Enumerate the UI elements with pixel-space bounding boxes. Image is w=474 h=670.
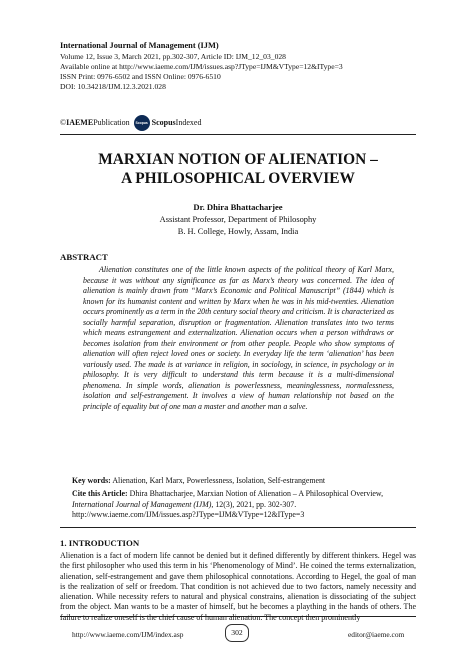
abstract-body — [83, 265, 394, 412]
citation-text-b: , 12(3), 2021, pp. 302-307. — [211, 499, 297, 509]
citation-text-a: Dhira Bhattacharjee, Marxian Notion of Alienation – A Philosophical Overview, — [127, 489, 384, 498]
keywords-label: Key words: — [72, 476, 111, 485]
abstract-heading: ABSTRACT — [60, 252, 108, 262]
citation-journal: International Journal of Management (IJM) — [72, 499, 212, 509]
section-heading: 1. INTRODUCTION — [60, 538, 140, 548]
citation — [72, 489, 402, 521]
indexed-suffix: Indexed — [175, 118, 202, 127]
footer-divider — [60, 616, 416, 617]
publisher-suffix: Publication — [93, 118, 130, 127]
volume-line: Volume 12, Issue 3, March 2021, pp.302-307, Article ID: IJM_12_03_028 — [60, 51, 286, 61]
footer-url[interactable]: http://www.iaeme.com/IJM/index.asp — [72, 630, 184, 639]
author-name: Dr. Dhira Bhattacharjee — [193, 202, 283, 212]
journal-title: International Journal of Management (IJM) — [60, 41, 219, 50]
doi-line[interactable]: DOI: 10.34218/IJM.12.3.2021.028 — [60, 82, 166, 92]
issn-line: ISSN Print: 0976-6502 and ISSN Online: 0976-6510 — [60, 71, 221, 81]
scopus-logo-icon: Scopus — [134, 115, 150, 131]
publisher-name: IAEME — [66, 118, 94, 127]
author-affiliation — [60, 214, 416, 238]
citation-label: Cite this Article: — [72, 489, 128, 498]
indexed-name: Scopus — [151, 118, 176, 127]
keywords-text: Alienation, Karl Marx, Powerlessness, Isolation, Self-estrangement — [110, 476, 326, 485]
keywords — [72, 476, 402, 487]
abstract-paragraph: Alienation constitutes one of the little known aspects of the political theory of Karl Marx, because it was without any significance as far as Marx’s theory was concerned. The idea of alienation is mainly drawn from “Marx’s Economic and Political Manuscript” (1844) which is known for its humanist content and written by Marx when he was in his mid-twenties. Alienation occurs prominently as a term in the 20th century social theory and criticism. It is characterized as socially harmful separation, disruption or fragmentation. Alienation translates into two terms which means estrangement and externalization. Alienation occurs when a person withdraws or becomes isolation from their environment or from other people. People who show symptoms of alienation will often reject loved ones or society. In everyday life the term ‘alienation’ has been variously used. The made is at variance in religion, in sociology, in science, in psychology or in philosophy. It is very difficult to understand this term because it is a multi-dimensional phenomena. In simple words, alienation is powerlessness, meaninglessness, normalessness, isolation and self-estrangement. It involves a view of human relationship not based on the principle of equality but of one man a master and another man a salve. — [83, 265, 394, 411]
journal-header — [60, 41, 440, 92]
footer-email[interactable]: editor@iaeme.com — [348, 630, 405, 639]
title-line-1: MARXIAN NOTION OF ALIENATION – — [98, 151, 378, 168]
article-title — [60, 150, 416, 188]
title-line-2: A PHILOSOPHICAL OVERVIEW — [121, 170, 355, 187]
section-body: Alienation is a fact of modern life cannot be denied but it defined differently by different thinkers. Hegel was the first philosopher who used this term in his ‘Phenomenology of Mind’. He coined the terms externalization, alienation, self-estrangement and gave them philosophical connotations. According to Hegel, the goal of man is the realization of self or freedom. That condition is not achieved due to two factors, namely necessity and alienation. While necessity refers to natural and physical constrains, alienation is dissociating of the subject from the object. Man wants to be a master of himself, but he becomes a plaything in the hands of others. The failure to realize oneself is the chief cause of human alienation. The concept then prominently — [60, 551, 416, 622]
abstract-divider — [60, 527, 416, 528]
affiliation-line-2: B. H. College, Howly, Assam, India — [177, 227, 299, 236]
copyright-symbol: © — [60, 118, 67, 127]
available-online-line[interactable]: Available online at http://www.iaeme.com/IJM/issues.asp?JType=IJM&VType=12&IType=3 — [60, 61, 343, 71]
citation-url[interactable]: http://www.iaeme.com/IJM/issues.asp?JType=IJM&VType=12&IType=3 — [72, 510, 305, 519]
page-number: 302 — [225, 624, 249, 642]
affiliation-line-1: Assistant Professor, Department of Philosophy — [159, 215, 317, 224]
publisher-row — [60, 115, 201, 131]
header-divider — [60, 134, 416, 135]
